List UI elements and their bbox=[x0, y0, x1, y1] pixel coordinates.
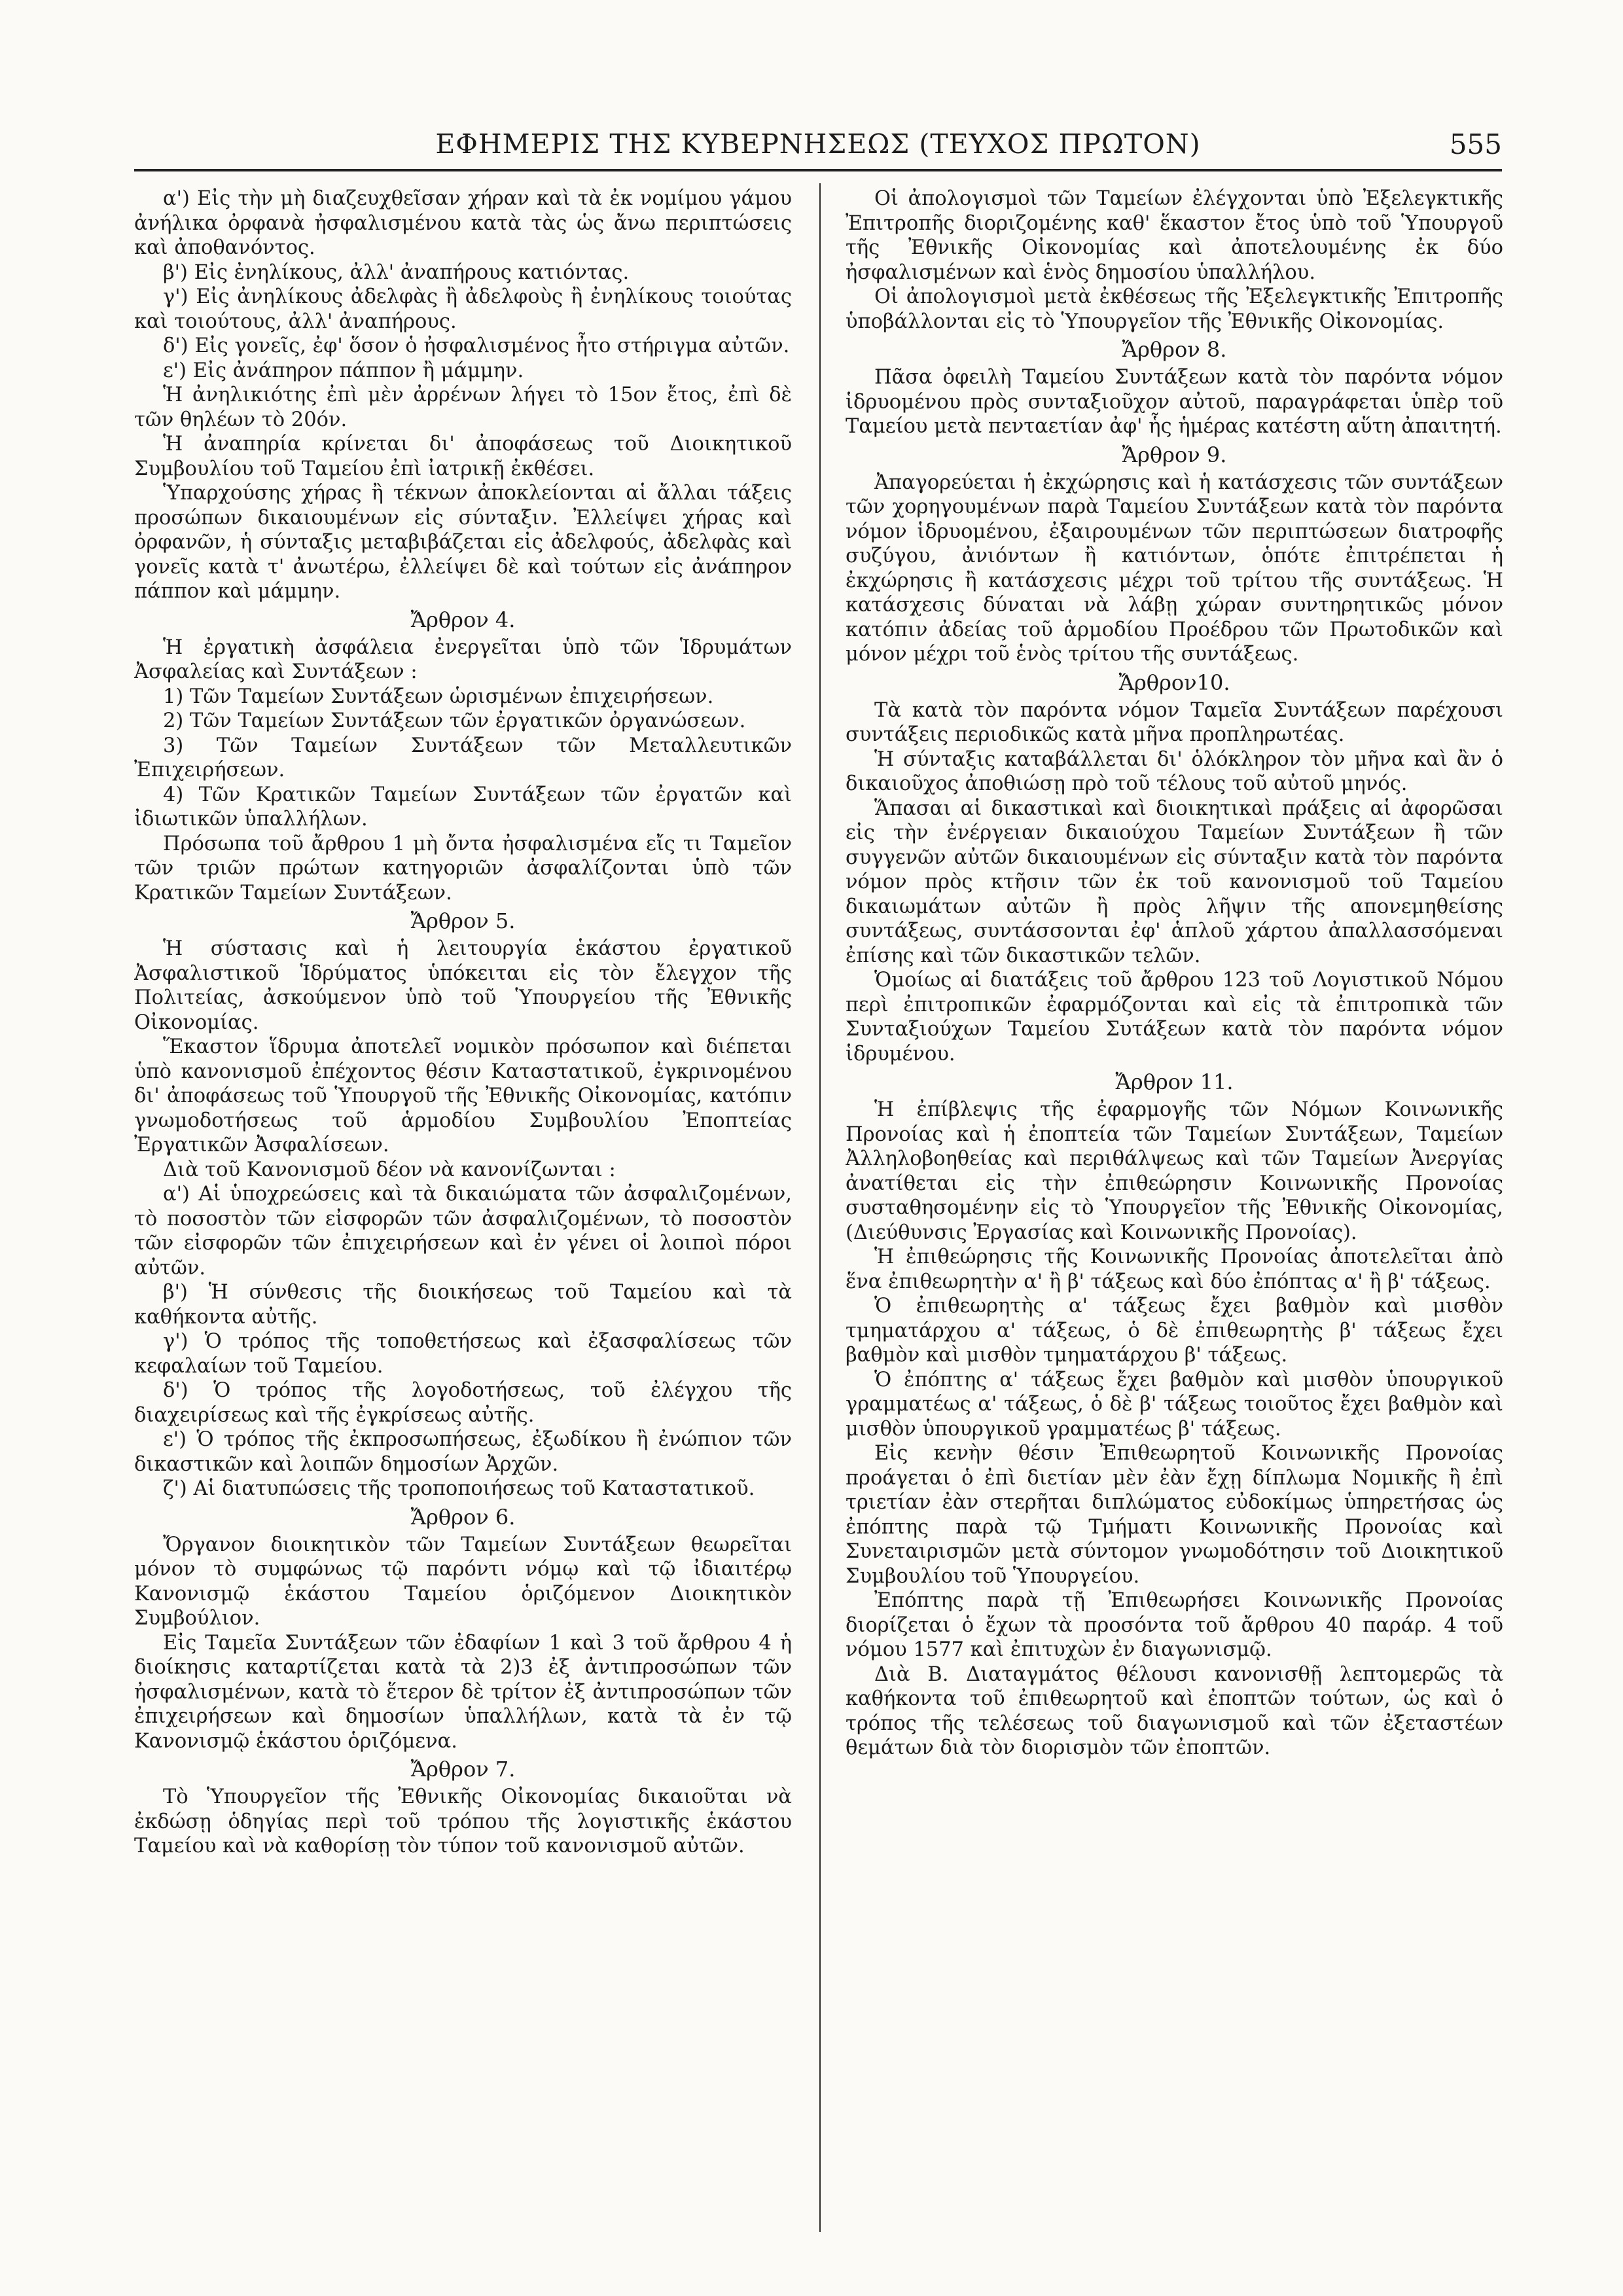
paragraph: Πᾶσα ὀφειλὴ Ταμείου Συντάξεων κατὰ τὸν παρόντα νόμον ἱδρυομένου πρὸς συνταξιοῦχον αὐτοῦ, παραγράφεται ὑπὲρ τοῦ Ταμείου μετὰ πενταετίαν ἀφ' ἧς ἡμέρας κατέστη αὕτη ἀπαιτητή. bbox=[846, 366, 1503, 438]
article-heading: Ἄρθρον 4. bbox=[410, 607, 516, 632]
paragraph: Τὰ κατὰ τὸν παρόντα νόμον Ταμεῖα Συντάξεων παρέχουσι συντάξεις περιοδικῶς κατὰ μῆνα προπληρωτέας. bbox=[846, 698, 1503, 746]
article-heading: Ἄρθρον 6. bbox=[410, 1504, 516, 1530]
paragraph: δ') Ὁ τρόπος τῆς λογοδοτήσεως, τοῦ ἐλέγχου τῆς διαχειρίσεως καὶ τῆς ἐγκρίσεως αὐτῆς. bbox=[134, 1379, 792, 1427]
paragraph: 3) Τῶν Ταμείων Συντάξεων τῶν Μεταλλευτικῶν Ἐπιχειρήσεων. bbox=[134, 734, 792, 781]
paragraph: Ἅπασαι αἱ δικαστικαὶ καὶ διοικητικαὶ πράξεις αἱ ἀφορῶσαι εἰς τὴν ἐνέργειαν δικαιούχου Ταμείων Συντάξεων ἢ τῶν συγγενῶν αὐτῶν δικαιουμένων εἰς σύνταξιν κατὰ τὸν παρόντα νόμον πρὸς κτῆσιν τῶν ἐκ τοῦ κανονισμοῦ τοῦ Ταμείου δικαιωμάτων αὐτῶν ἢ πρὸς λῆψιν τῆς απονεμηθείσης συντάξεως, συντάσσονται ἐφ' ἁπλοῦ χάρτου ἀπαλλασσόμεναι ἐπίσης καὶ τῶν δικαστικῶν τελῶν. bbox=[846, 797, 1503, 967]
paragraph: Ἡ ἐργατικὴ ἀσφάλεια ἐνεργεῖται ὑπὸ τῶν Ἱδρυμάτων Ἀσφαλείας καὶ Συντάξεων : bbox=[134, 636, 792, 683]
paragraph: Εἰς Ταμεῖα Συντάξεων τῶν ἐδαφίων 1 καὶ 3 τοῦ ἄρθρου 4 ἡ διοίκησις καταρτίζεται κατὰ τὰ 2)3 ἐξ ἀντιπροσώπων τῶν ἠσφαλισμένων, κατὰ τὸ ἕτερον δὲ τρίτον ἐξ ἀντιπροσώπων τῶν ἐπιχειρήσεων καὶ δημοσίων ὑπαλλήλων, κατὰ τὰ ἐν τῷ Κανονισμῷ ἑκάστου ὁριζόμενα. bbox=[134, 1631, 792, 1753]
article-heading: Ἄρθρον 5. bbox=[410, 908, 516, 933]
paragraph: β') Εἰς ἐνηλίκους, ἀλλ' ἀναπήρους κατιόντας. bbox=[163, 260, 630, 284]
article-heading: Ἄρθρον 8. bbox=[1122, 337, 1227, 362]
paragraph: Ὄργανον διοικητικὸν τῶν Ταμείων Συντάξεων θεωρεῖται μόνον τὸ συμφώνως τῷ παρόντι νόμῳ καὶ τῷ ἰδιαιτέρῳ Κανονισμῷ ἑκάστου Ταμείου ὁριζόμενον Διοικητικὸν Συμβούλιον. bbox=[134, 1533, 792, 1630]
paragraph: Ὑπαρχούσης χήρας ἢ τέκνων ἀποκλείονται αἱ ἄλλαι τάξεις προσώπων δικαιουμένων εἰς σύνταξιν. Ἐλλείψει χήρας καὶ ὀρφανῶν, ἡ σύνταξις μεταβιβάζεται εἰς ἀδελφούς, ἀδελφὰς καὶ γονεῖς κατὰ τ' ἀνωτέρω, ἐλλείψει δὲ καὶ τούτων εἰς ἀνάπηρον πάππον καὶ μάμμην. bbox=[134, 482, 792, 603]
paragraph: α') Εἰς τὴν μὴ διαζευχθεῖσαν χήραν καὶ τὰ ἐκ νομίμου γάμου ἀνήλικα ὀρφανὰ ἠσφαλισμένου κατὰ τὰς ὡς ἄνω περιπτώσεις καὶ ἀποθανόντος. bbox=[134, 187, 792, 259]
paragraph: Ἕκαστον ἵδρυμα ἀποτελεῖ νομικὸν πρόσωπον καὶ διέπεται ὑπὸ κανονισμοῦ ἐπέχοντος θέσιν Καταστατικοῦ, ἐγκρινομένου δι' ἀποφάσεως τοῦ Ὑπουργοῦ τῆς Ἐθνικῆς Οἰκονομίας, κατόπιν γνωμοδοτήσεως τοῦ ἁρμοδίου Συμβουλίου Ἐποπτείας Ἐργατικῶν Ἀσφαλίσεων. bbox=[134, 1035, 792, 1157]
paragraph: Διὰ τοῦ Κανονισμοῦ δέον νὰ κανονίζωνται : bbox=[163, 1158, 616, 1181]
paragraph: 1) Τῶν Ταμείων Συντάξεων ὡρισμένων ἐπιχειρήσεων. bbox=[163, 685, 714, 708]
paragraph: δ') Εἰς γονεῖς, ἐφ' ὅσον ὁ ἠσφαλισμένος ἦτο στήριγμα αὐτῶν. bbox=[163, 334, 790, 357]
paragraph: Πρόσωπα τοῦ ἄρθρου 1 μὴ ὄντα ἠσφαλισμένα εἴς τι Ταμεῖον τῶν τριῶν πρώτων κατηγοριῶν ἀσφαλίζονται ὑπὸ τῶν Κρατικῶν Ταμείων Συντάξεων. bbox=[134, 832, 792, 905]
paragraph: Ὁμοίως αἱ διατάξεις τοῦ ἄρθρου 123 τοῦ Λογιστικοῦ Νόμου περὶ ἐπιτροπικῶν ἐφαρμόζονται καὶ εἰς τὰ ἐπιτροπικὰ τῶν Συνταξιούχων Ταμείου Συτάξεων κατὰ τὸν παρόντα νόμον ἱδρυμένου. bbox=[846, 969, 1503, 1066]
paragraph: Τὸ Ὑπουργεῖον τῆς Ἐθνικῆς Οἰκονομίας δικαιοῦται νὰ ἐκδώσῃ ὁδηγίας περὶ τοῦ τρόπου τῆς λογιστικῆς ἑκάστου Ταμείου καὶ νὰ καθορίσῃ τὸν τύπον τοῦ κανονισμοῦ αὐτῶν. bbox=[134, 1785, 792, 1857]
paragraph: α') Αἱ ὑποχρεώσεις καὶ τὰ δικαιώματα τῶν ἀσφαλιζομένων, τὸ ποσοστὸν τῶν εἰσφορῶν τῶν ἀσφαλιζομένων, τὸ ποσοστὸν τῶν εἰσφορῶν τῶν ἐπιχειρήσεων καὶ ἐν γένει οἱ λοιποὶ πόροι αὐτῶν. bbox=[134, 1183, 792, 1280]
article-heading: Ἄρθρον 11. bbox=[1115, 1069, 1234, 1094]
paragraph: Ὁ ἐπόπτης α' τάξεως ἔχει βαθμὸν καὶ μισθὸν ὑπουργικοῦ γραμματέως α' τάξεως, ὁ δὲ β' τάξεως τοιοῦτος ἔχει βαθμὸν καὶ μισθὸν ὑπουργικοῦ γραμματέως β' τάξεως. bbox=[846, 1368, 1503, 1441]
paragraph: β') Ἡ σύνθεσις τῆς διοικήσεως τοῦ Ταμείου καὶ τὰ καθήκοντα αὐτῆς. bbox=[134, 1281, 792, 1329]
left-column bbox=[134, 187, 792, 2229]
paragraph: ε') Ὁ τρόπος τῆς ἐκπροσωπήσεως, ἐξωδίκου ἢ ἐνώπιον τῶν δικαστικῶν καὶ λοιπῶν δημοσίων Ἀρχῶν. bbox=[134, 1428, 792, 1476]
article-heading: Ἄρθρον10. bbox=[1118, 670, 1230, 695]
paragraph: Οἱ ἀπολογισμοὶ μετὰ ἐκθέσεως τῆς Ἐξελεγκτικῆς Ἐπιτροπῆς ὑποβάλλονται εἰς τὸ Ὑπουργεῖον τῆς Ἐθνικῆς Οἰκονομίας. bbox=[846, 285, 1503, 333]
journal-title: ΕΦΗΜΕΡΙΣ ΤΗΣ ΚΥΒΕΡΝΗΣΕΩΣ (ΤΕΥΧΟΣ ΠΡΩΤΟΝ) bbox=[435, 128, 1201, 160]
header-rule bbox=[134, 169, 1502, 171]
right-column bbox=[846, 187, 1503, 2229]
paragraph: Ἐπόπτης παρὰ τῇ Ἐπιθεωρήσει Κοινωνικῆς Προνοίας διορίζεται ὁ ἔχων τὰ προσόντα τοῦ ἄρθρου 40 παράρ. 4 τοῦ νόμου 1577 καὶ ἐπιτυχὼν ἐν διαγωνισμῷ. bbox=[846, 1589, 1503, 1661]
paragraph: 2) Τῶν Ταμείων Συντάξεων τῶν ἐργατικῶν ὀργανώσεων. bbox=[163, 709, 746, 732]
paragraph: Ὁ ἐπιθεωρητὴς α' τάξεως ἔχει βαθμὸν καὶ μισθὸν τμηματάρχου α' τάξεως, ὁ δὲ ἐπιθεωρητὴς β' τάξεως ἔχει βαθμὸν καὶ μισθὸν τμηματάρχου β' τάξεως. bbox=[846, 1295, 1503, 1367]
paragraph: Εἰς κενὴν θέσιν Ἐπιθεωρητοῦ Κοινωνικῆς Προνοίας προάγεται ὁ ἐπὶ διετίαν μὲν ἐὰν ἔχῃ δίπλωμα Νομικῆς ἢ ἐπὶ τριετίαν ἐὰν στερῆται διπλώματος εὐδοκίμως ὑπηρετήσας ὡς ἐπόπτης παρὰ τῷ Τμήματι Κοινωνικῆς Προνοίας καὶ Συνεταιρισμῶν μετὰ σύντομον γνωμοδότησιν τοῦ Διοικητικοῦ Συμβουλίου τοῦ Ὑπουργείου. bbox=[846, 1442, 1503, 1588]
paragraph: Ἡ σύνταξις καταβάλλεται δι' ὁλόκληρον τὸν μῆνα καὶ ἂν ὁ δικαιοῦχος ἀποθιώσῃ πρὸ τοῦ τέλους τοῦ αὐτοῦ μηνός. bbox=[846, 747, 1503, 795]
paragraph: Ἡ ἀναπηρία κρίνεται δι' ἀποφάσεως τοῦ Διοικητικοῦ Συμβουλίου τοῦ Ταμείου ἐπὶ ἰατρικῇ ἐκθέσει. bbox=[134, 433, 792, 480]
article-heading: Ἄρθρον 7. bbox=[410, 1757, 516, 1782]
paragraph: γ') Εἰς ἀνηλίκους ἀδελφὰς ἢ ἀδελφοὺς ἢ ἐνηλίκους τοιούτας καὶ τοιούτους, ἀλλ' ἀναπήρους. bbox=[134, 285, 792, 333]
paragraph: 4) Τῶν Κρατικῶν Ταμείων Συντάξεων τῶν ἐργατῶν καὶ ἰδιωτικῶν ὑπαλλήλων. bbox=[134, 783, 792, 831]
paragraph: ε') Εἰς ἀνάπηρον πάππον ἢ μάμμην. bbox=[163, 359, 524, 382]
paragraph: Οἱ ἀπολογισμοὶ τῶν Ταμείων ἐλέγχονται ὑπὸ Ἐξελεγκτικῆς Ἐπιτροπῆς διοριζομένης καθ' ἕκαστον ἔτος ὑπὸ τοῦ Ὑπουργοῦ τῆς Ἐθνικῆς Οἰκονομίας καὶ ἀποτελουμένης ἐκ δύο ἠσφαλισμένων καὶ ἑνὸς δημοσίου ὑπαλλήλου. bbox=[846, 187, 1503, 284]
paragraph: Ἀπαγορεύεται ἡ ἐκχώρησις καὶ ἡ κατάσχεσις τῶν συντάξεων τῶν χορηγουμένων παρὰ Ταμείου Συντάξεων κατὰ τὸν παρόντα νόμον ἱδρυομένου, ἐξαιρουμένων τῶν περιπτώσεων διατροφῆς συζύγου, ἀνιόντων ἢ κατιόντων, ὁπότε ἐπιτρέπεται ἡ ἐκχώρησις ἢ κατάσχεσις μέχρι τοῦ τρίτου τῆς συντάξεως. Ἡ κατάσχεσις δύναται νὰ λάβῃ χώραν συντηρητικῶς μόνον κατόπιν ἀδείας τοῦ ἁρμοδίου Προέδρου τῶν Πρωτοδικῶν καὶ μόνον μέχρι τοῦ ἑνὸς τρίτου τῆς συντάξεως. bbox=[846, 471, 1503, 666]
paragraph: Ἡ σύστασις καὶ ἡ λειτουργία ἑκάστου ἐργατικοῦ Ἀσφαλιστικοῦ Ἱδρύματος ὑπόκειται εἰς τὸν ἔλεγχον τῆς Πολιτείας, ἀσκούμενον ὑπὸ τοῦ Ὑπουργείου τῆς Ἐθνικῆς Οἰκονομίας. bbox=[134, 937, 792, 1034]
article-heading: Ἄρθρον 9. bbox=[1122, 442, 1227, 467]
page-header bbox=[134, 124, 1502, 164]
paragraph: Ἡ ἐπιθεώρησις τῆς Κοινωνικῆς Προνοίας ἀποτελεῖται ἀπὸ ἕνα ἐπιθεωρητὴν α' ἢ β' τάξεως καὶ δύο ἐπόπτας α' ἢ β' τάξεως. bbox=[846, 1246, 1503, 1293]
column-divider bbox=[819, 183, 821, 2232]
paragraph: γ') Ὁ τρόπος τῆς τοποθετήσεως καὶ ἐξασφαλίσεως τῶν κεφαλαίων τοῦ Ταμείου. bbox=[134, 1330, 792, 1378]
paragraph: Ἡ ἐπίβλεψις τῆς ἐφαρμογῆς τῶν Νόμων Κοινωνικῆς Προνοίας καὶ ἡ ἐποπτεία τῶν Ταμείων Συντάξεων, Ταμείων Ἀλληλοβοηθείας καὶ περιθάλψεως καὶ τῶν Ταμείων Ἀνεργίας ἀνατίθεται εἰς τὴν ἐπιθεώρησιν Κοινωνικῆς Προνοίας συσταθησομένην εἰς τὸ Ὑπουργεῖον τῆς Ἐθνικῆς Οἰκονομίας, (Διεύθυνσις Ἐργασίας καὶ Κοινωνικῆς Προνοίας). bbox=[846, 1098, 1503, 1244]
paragraph: Διὰ Β. Διαταγμάτος θέλουσι κανονισθῇ λεπτομερῶς τὰ καθήκοντα τοῦ ἐπιθεωρητοῦ καὶ ἐποπτῶν τούτων, ὡς καὶ ὁ τρόπος τῆς τελέσεως τοῦ διαγωνισμοῦ καὶ τῶν ἐξεταστέων θεμάτων διὰ τὸν διορισμὸν τῶν ἐποπτῶν. bbox=[846, 1662, 1503, 1759]
page-number: 555 bbox=[1449, 128, 1502, 160]
paragraph: ζ') Αἱ διατυπώσεις τῆς τροποποιήσεως τοῦ Καταστατικοῦ. bbox=[163, 1477, 755, 1500]
paragraph: Ἡ ἀνηλικιότης ἐπὶ μὲν ἀρρένων λήγει τὸ 15ον ἔτος, ἐπὶ δὲ τῶν θηλέων τὸ 20όν. bbox=[134, 384, 792, 431]
